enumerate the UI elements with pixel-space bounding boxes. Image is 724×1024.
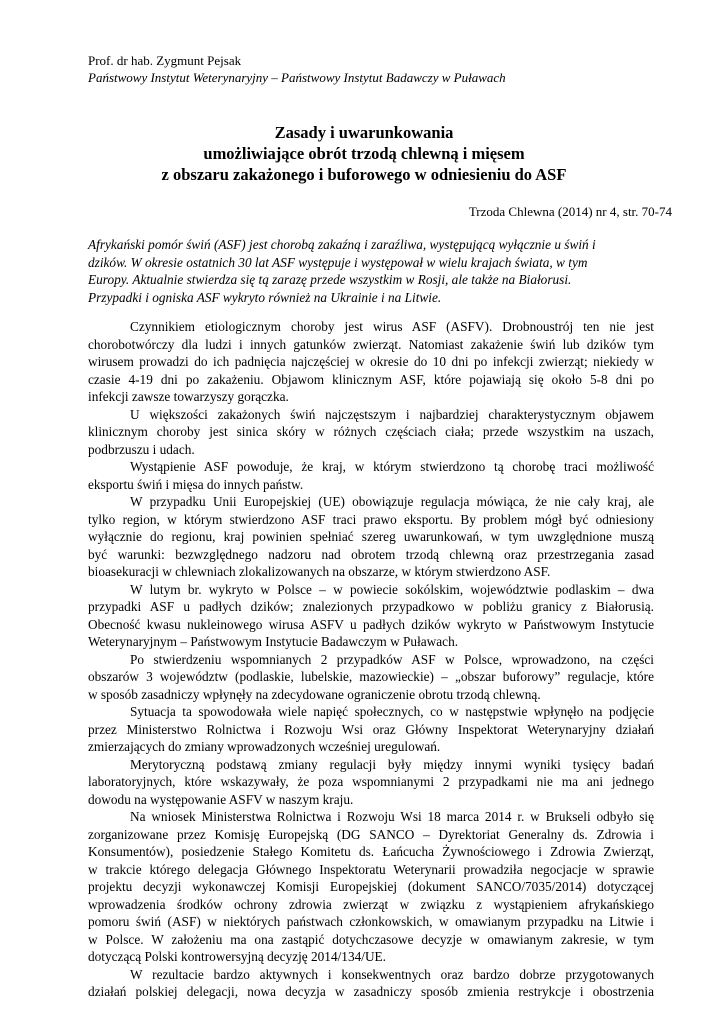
body-line: w sposób zasadniczy wpłynęły na zdecydowane ograniczenie obrotu trzodą chlewną. <box>88 686 541 702</box>
body-line: być warunki: bezwzględnego nadzoru nad obrotem trzodą chlewną oraz przestrzegania zasad <box>88 546 654 562</box>
article-title <box>88 122 640 185</box>
body-line: przez Ministerstwo Rolnictwa i Rozwoju Wsi oraz Główny Inspektorat Weterynaryjny działań <box>88 721 654 737</box>
body-line: zorganizowane przez Komisję Europejską (DG SANCO – Dyrektoriat Generalny ds. Zdrowia i <box>88 826 654 842</box>
body-line: czasie 4-19 dni po zakażeniu. Objawom klinicznym ASF, które pojawiają się około 5-8 dni po <box>88 371 654 387</box>
abstract-line: Afrykański pomór świń (ASF) jest chorobą zakaźną i zaraźliwa, występującą wyłącznie u świń i <box>88 237 596 252</box>
body-line: Obecność kwasu nukleinowego wirusa ASFV u padłych dzików wykryto w Państwowym Instytucie <box>88 616 654 632</box>
body-line: U większości zakażonych świń najczęstszym i najbardziej charakterystycznym objawem <box>130 406 654 422</box>
body-paragraph <box>88 703 654 756</box>
body-line: Czynnikiem etiologicznym choroby jest wirus ASF (ASFV). Drobnoustrój ten nie jest <box>130 319 654 334</box>
body-line: Na wniosek Ministerstwa Rolnictwa i Rozwoju Wsi 18 marca 2014 r. w Brukseli odbyło się <box>130 809 654 824</box>
body-line: W rezultacie bardzo aktywnych i konsekwentnych oraz bardzo dobrze przygotowanych <box>130 966 654 982</box>
body-line: wirusem prowadzi do ich padnięcia najczęściej w okresie do 10 dni po infekcji zwierząt; niekiedy w <box>88 354 654 369</box>
body-paragraph <box>88 808 654 966</box>
body-paragraph <box>88 966 654 1001</box>
body-line: obszarów 3 województw (podlaskie, lubelskie, mazowieckie) – „obszar buforowy” regulacje, które <box>88 669 654 684</box>
body-line: bioasekuracji w chlewniach zlokalizowanych na obszarze, w którym stwierdzono ASF. <box>88 564 551 579</box>
body-paragraph <box>88 581 654 651</box>
abstract <box>88 236 654 306</box>
body-line: Konsumentów), posiedzenie Stałego Komitetu ds. Łańcucha Żywnościowego i Zdrowia Zwierząt, <box>88 844 654 859</box>
title-line: umożliwiające obrót trzodą chlewną i mięsem <box>203 144 525 163</box>
abstract-line: dzików. W okresie ostatnich 30 lat ASF występuje i występował w wielu krajach świata, w tym <box>88 254 588 270</box>
author-name: Prof. dr hab. Zygmunt Pejsak <box>88 53 242 68</box>
body-line: zmierzających do zmiany wprowadzonych wcześniej uregulowań. <box>88 739 441 754</box>
body-line: tylko region, w którym stwierdzono ASF traci prawo eksportu. By problem mógł być odniesiony <box>88 511 654 527</box>
body-line: Po stwierdzeniu wspomnianych 2 przypadków ASF w Polsce, wprowadzono, na części <box>130 651 654 667</box>
body-line: podbrzuszu i udach. <box>88 441 195 457</box>
body-line: dowodu na występowanie ASFV w naszym kraju. <box>88 791 354 807</box>
title-line: z obszaru zakażonego i buforowego w odniesieniu do ASF <box>161 165 567 184</box>
body-line: Wystąpienie ASF powoduje, że kraj, w którym stwierdzono tą chorobę traci możliwość <box>130 459 654 474</box>
author-affiliation: Państwowy Instytut Weterynaryjny – Państwowy Instytut Badawczy w Puławach <box>88 70 506 85</box>
body-paragraph <box>88 458 654 493</box>
body-paragraph <box>88 651 654 704</box>
body-line: przypadki ASF u padłych dzików; znalezionych przypadkowo w pobliżu granicy z Białorusią. <box>88 599 654 614</box>
body-line: dotyczącą Polski kontrowersyjną decyzję 2014/134/UE. <box>88 949 386 964</box>
body-text <box>88 318 654 1001</box>
body-paragraph <box>88 493 654 581</box>
abstract-line: Przypadki i ogniska ASF wykryto również na Ukrainie i na Litwie. <box>88 289 442 305</box>
body-line: eksportu świń i mięsa do innych państw. <box>88 476 304 492</box>
body-line: W lutym br. wykryto w Polsce – w powiecie sokólskim, województwie podlaskim – dwa <box>130 581 654 597</box>
body-line: wprowadzenia środków ochrony zdrowia zwierząt w związku z wystąpieniem afrykańskiego <box>88 896 654 912</box>
body-line: działań polskiej delegacji, nowa decyzja w zasadniczy sposób zmienia restrykcje i obostrzenia <box>88 984 654 999</box>
body-line: pomoru świń (ASF) w niektórych państwach członkowskich, w omawianym przypadku na Litwie i <box>88 914 654 929</box>
abstract-line: Europy. Aktualnie stwierdza się tą zarazę przede wszystkim w Rosji, ale także na Białorusi. <box>88 272 572 287</box>
body-line: klinicznym choroby jest sinica skóry w różnych częściach ciała; przede wszystkim na uszach, <box>88 424 654 439</box>
source-citation: Trzoda Chlewna (2014) nr 4, str. 70-74 <box>468 204 672 219</box>
body-paragraph <box>88 406 654 459</box>
body-line: Sytuacja ta spowodowała wiele napięć społecznych, co w następstwie wpłynęło na podjęcie <box>130 704 654 719</box>
body-line: infekcji zawsze towarzyszy gorączka. <box>88 389 289 404</box>
body-line: Weterynaryjnym – Państwowym Instytucie Badawczym w Puławach. <box>88 634 459 649</box>
body-line: wyłącznie do regionu, kraj powinien spełniać szereg uwarunkowań, w tym uwzględnione muszą <box>88 529 654 544</box>
body-line: projektu decyzji wykonawczej Komisji Europejskiej (dokument SANCO/7035/2014) dotyczącej <box>88 879 654 894</box>
body-line: w trakcie którego delegacja Głównego Inspektoratu Weterynarii prowadziła negocjacje w sprawie <box>88 861 654 877</box>
body-line: W przypadku Unii Europejskiej (UE) obowiązuje regulacja mówiąca, że nie cały kraj, ale <box>130 494 654 509</box>
body-line: chorobotwórczy dla ludzi i innych gatunków zwierząt. Natomiast zakażenie świń lub dzików tym <box>88 336 654 352</box>
body-paragraph <box>88 318 654 406</box>
body-line: Merytoryczną podstawą zmiany regulacji były między innymi wyniki tysięcy badań <box>130 756 654 772</box>
title-line: Zasady i uwarunkowania <box>274 123 454 142</box>
body-paragraph <box>88 756 654 809</box>
body-line: w Polsce. W założeniu ma ona zastąpić dotychczasowe decyzje w omawianym zakresie, w tym <box>88 931 654 947</box>
body-line: laboratoryjnych, które wskazywały, że poza wspomnianymi 2 przypadkami nie ma ani jednego <box>88 774 654 789</box>
